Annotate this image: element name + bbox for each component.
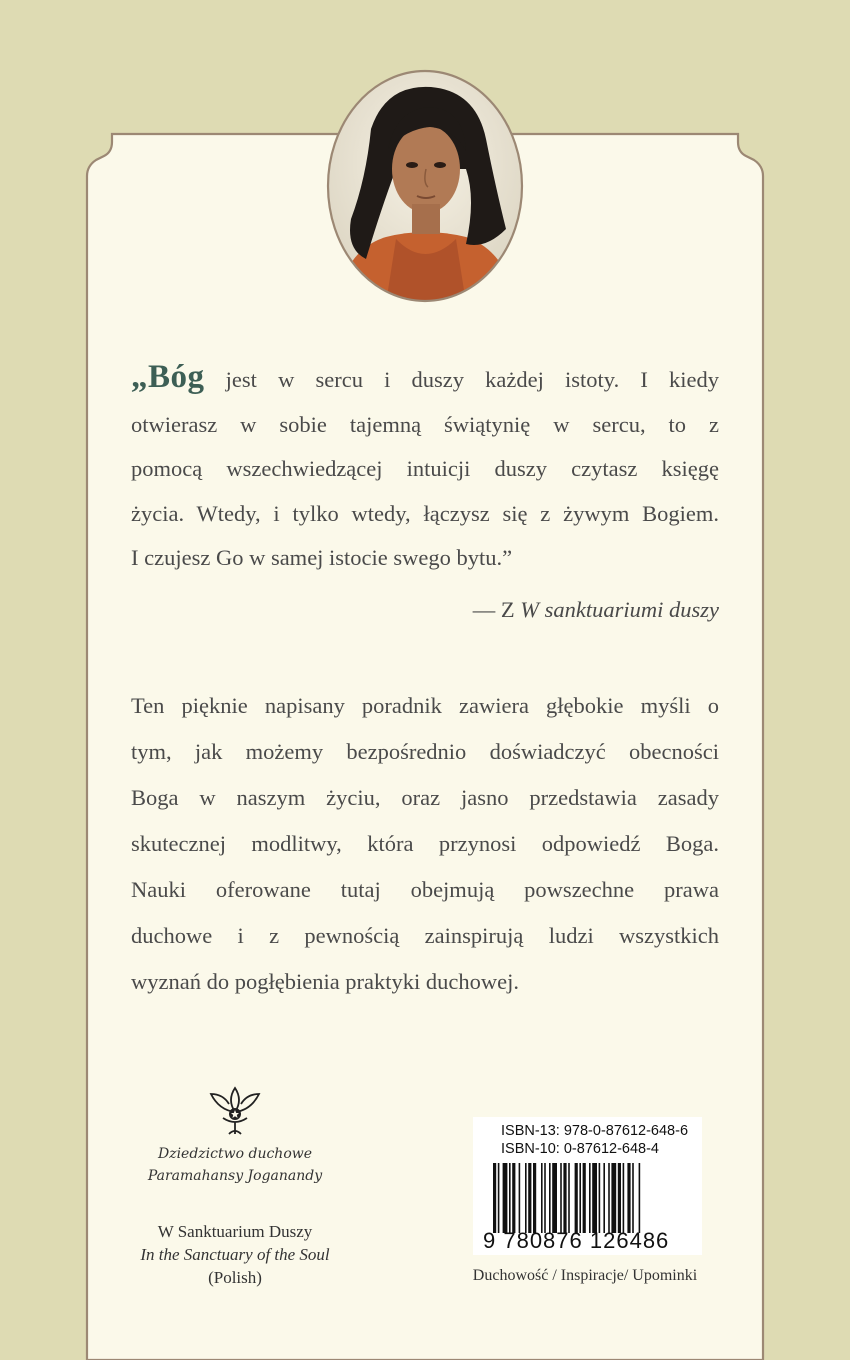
language-label: (Polish): [208, 1268, 262, 1287]
barcode-bar: [549, 1163, 551, 1233]
quote-line-3: pomocą wszechwiedzącej intuicji duszy czytasz księgę: [131, 456, 719, 481]
imprint-text: [120, 1143, 350, 1187]
title-block: [110, 1220, 360, 1289]
barcode-bar: [533, 1163, 536, 1233]
barcode-box: [473, 1117, 702, 1255]
barcode-bar: [552, 1163, 557, 1233]
barcode-bar: [589, 1163, 591, 1233]
lotus-logo-icon: [205, 1080, 265, 1138]
barcode-bar: [592, 1163, 597, 1233]
description-line: tym, jak możemy bezpośrednio doświadczyć obecności: [131, 739, 719, 764]
english-title: In the Sanctuary of the Soul: [140, 1245, 330, 1264]
barcode-digits: 9 780876 126486: [483, 1228, 670, 1253]
description-line: Ten pięknie napisany poradnik zawiera głębokie myśli o: [131, 693, 719, 718]
barcode-bar: [525, 1163, 527, 1233]
isbn-10: ISBN-10: 0-87612-648-4: [501, 1141, 659, 1157]
quote-block: [131, 355, 719, 581]
description-line: Boga w naszym życiu, oraz jasno przedstawia zasady: [131, 785, 719, 810]
quote-source: — Z W sanktuariumi duszy: [472, 597, 719, 622]
barcode-bar: [608, 1163, 610, 1233]
imprint-line-1: Dziedzictwo duchowe: [157, 1146, 313, 1162]
barcode-bar: [627, 1163, 630, 1233]
isbn-13: ISBN-13: 978-0-87612-648-6: [501, 1123, 689, 1139]
barcode-bar: [493, 1163, 496, 1233]
book-description: [131, 683, 719, 1005]
quote-line-5: I czujesz Go w samej istocie swego bytu.”: [131, 545, 513, 570]
barcode-bar: [512, 1163, 515, 1233]
barcode-bar: [503, 1163, 508, 1233]
barcode-bars: [493, 1163, 685, 1233]
barcode-bar: [603, 1163, 605, 1233]
polish-title: W Sanktuarium Duszy: [157, 1222, 313, 1241]
imprint-line-2: Paramahansy Joganandy: [147, 1168, 323, 1184]
barcode-bar: [583, 1163, 586, 1233]
barcode-bar: [639, 1163, 641, 1233]
description-line: wyznań do pogłębienia praktyki duchowej.: [131, 969, 520, 994]
barcode-bar: [611, 1163, 616, 1233]
barcode-bar: [632, 1163, 634, 1233]
description-line: Nauki oferowane tutaj obejmują powszechne prawa: [131, 877, 719, 902]
barcode-bar: [618, 1163, 621, 1233]
author-portrait: [326, 69, 524, 303]
description-line: skutecznej modlitwy, która przynosi odpowiedź Boga.: [131, 831, 719, 856]
quote-lead-word: „Bóg: [131, 359, 205, 395]
category-label: Duchowość / Inspiracje/ Upominki: [472, 1267, 698, 1284]
barcode-bar: [544, 1163, 546, 1233]
barcode-bar: [498, 1163, 500, 1233]
barcode-bar: [541, 1163, 543, 1233]
quote-line-4: życia. Wtedy, i tylko wtedy, łączysz się z żywym Bogiem.: [131, 500, 719, 526]
barcode-bar: [528, 1163, 531, 1233]
quote-line-2: otwierasz w sobie tajemną świątynię w sercu, to z: [131, 411, 719, 437]
barcode-bar: [560, 1163, 562, 1233]
barcode-bar: [623, 1163, 625, 1233]
barcode-bar: [509, 1163, 511, 1233]
quote-line-1: „Bóg jest w sercu i duszy każdej istoty. I kiedy: [131, 359, 719, 395]
barcode-bar: [579, 1163, 581, 1233]
barcode-bar: [575, 1163, 578, 1233]
barcode-bar: [519, 1163, 521, 1233]
description-line: duchowe i z pewnością zainspirują ludzi wszystkich: [131, 923, 719, 948]
barcode-bar: [599, 1163, 601, 1233]
barcode-bar: [568, 1163, 570, 1233]
barcode-bar: [563, 1163, 566, 1233]
quote-source-title: W sanktuariumi duszy: [520, 597, 719, 622]
